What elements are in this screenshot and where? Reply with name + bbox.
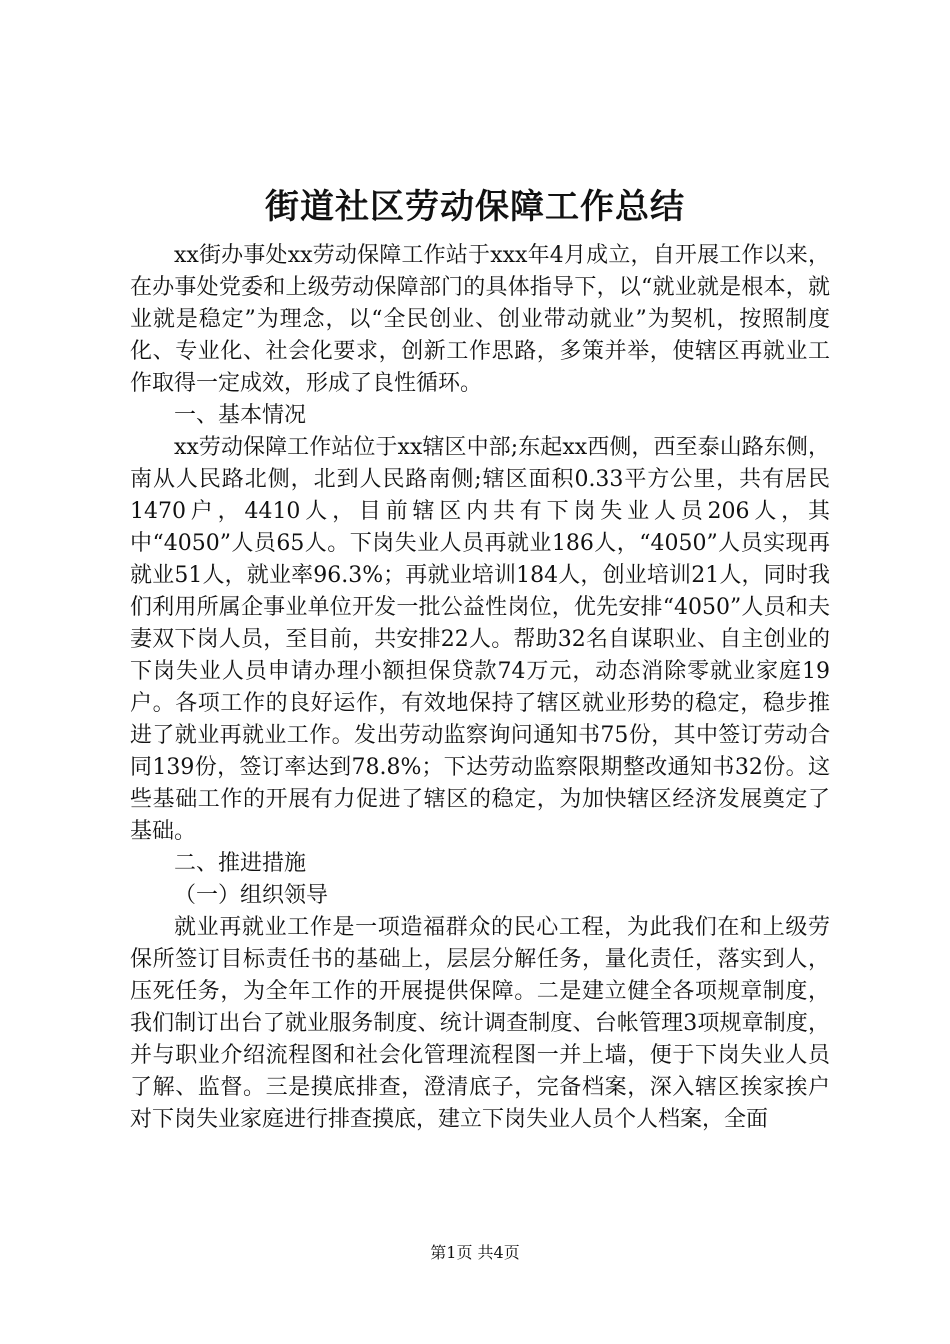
paragraph-basic-situation: xx劳动保障工作站位于xx辖区中部;东起xx西侧，西至泰山路东侧，南从人民路北侧，北到人民路南侧;辖区面积0.33平方公里，共有居民1470户，4410人，目前辖区内共有下岗失业人员206人，其中“4050”人员65人。下岗失业人员再就业186人，“4050”人员实现再就业51人，就业率96.3%；再就业培训184人，创业培训21人，同时我们利用所属企事业单位开发一批公益性岗位，优先安排“4050”人员和夫妻双下岗人员，至目前，共安排22人。帮助32名自谋职业、自主创业的下岗失业人员申请办理小额担保贷款74万元，动态消除零就业家庭19户。各项工作的良好运作，有效地保持了辖区就业形势的稳定，稳步推进了就业再就业工作。发出劳动监察询问通知书75份，其中签订劳动合同139份，签订率达到78.8%；下达劳动监察限期整改通知书32份。这些基础工作的开展有力促进了辖区的稳定，为加快辖区经济发展奠定了基础。 (130, 435, 830, 844)
section-heading-measures: 二、推进措施 (174, 851, 307, 876)
section-heading-basic-situation: 一、基本情况 (174, 403, 307, 428)
paragraph-intro: xx街办事处xx劳动保障工作站于xxx年4月成立，自开展工作以来，在办事处党委和上级劳动保障部门的具体指导下，以“就业就是根本，就业就是稳定”为理念，以“全民创业、创业带动就业”为契机，按照制度化、专业化、社会化要求，创新工作思路，多策并举，使辖区再就业工作取得一定成效，形成了良性循环。 (130, 243, 830, 396)
document-body (130, 240, 830, 1136)
subsection-heading-organization: （一）组织领导 (174, 883, 329, 908)
page-footer: 第1页 共4页 (430, 1243, 520, 1262)
document-title: 街道社区劳动保障工作总结 (265, 187, 685, 227)
paragraph-organization: 就业再就业工作是一项造福群众的民心工程，为此我们在和上级劳保所签订目标责任书的基础上，层层分解任务，量化责任，落实到人，压死任务，为全年工作的开展提供保障。二是建立健全各项规章制度，我们制订出台了就业服务制度、统计调查制度、台帐管理3项规章制度，并与职业介绍流程图和社会化管理流程图一并上墙，便于下岗失业人员了解、监督。三是摸底排查，澄清底子，完备档案，深入辖区挨家挨户对下岗失业家庭进行排查摸底，建立下岗失业人员个人档案，全面 (130, 915, 830, 1132)
